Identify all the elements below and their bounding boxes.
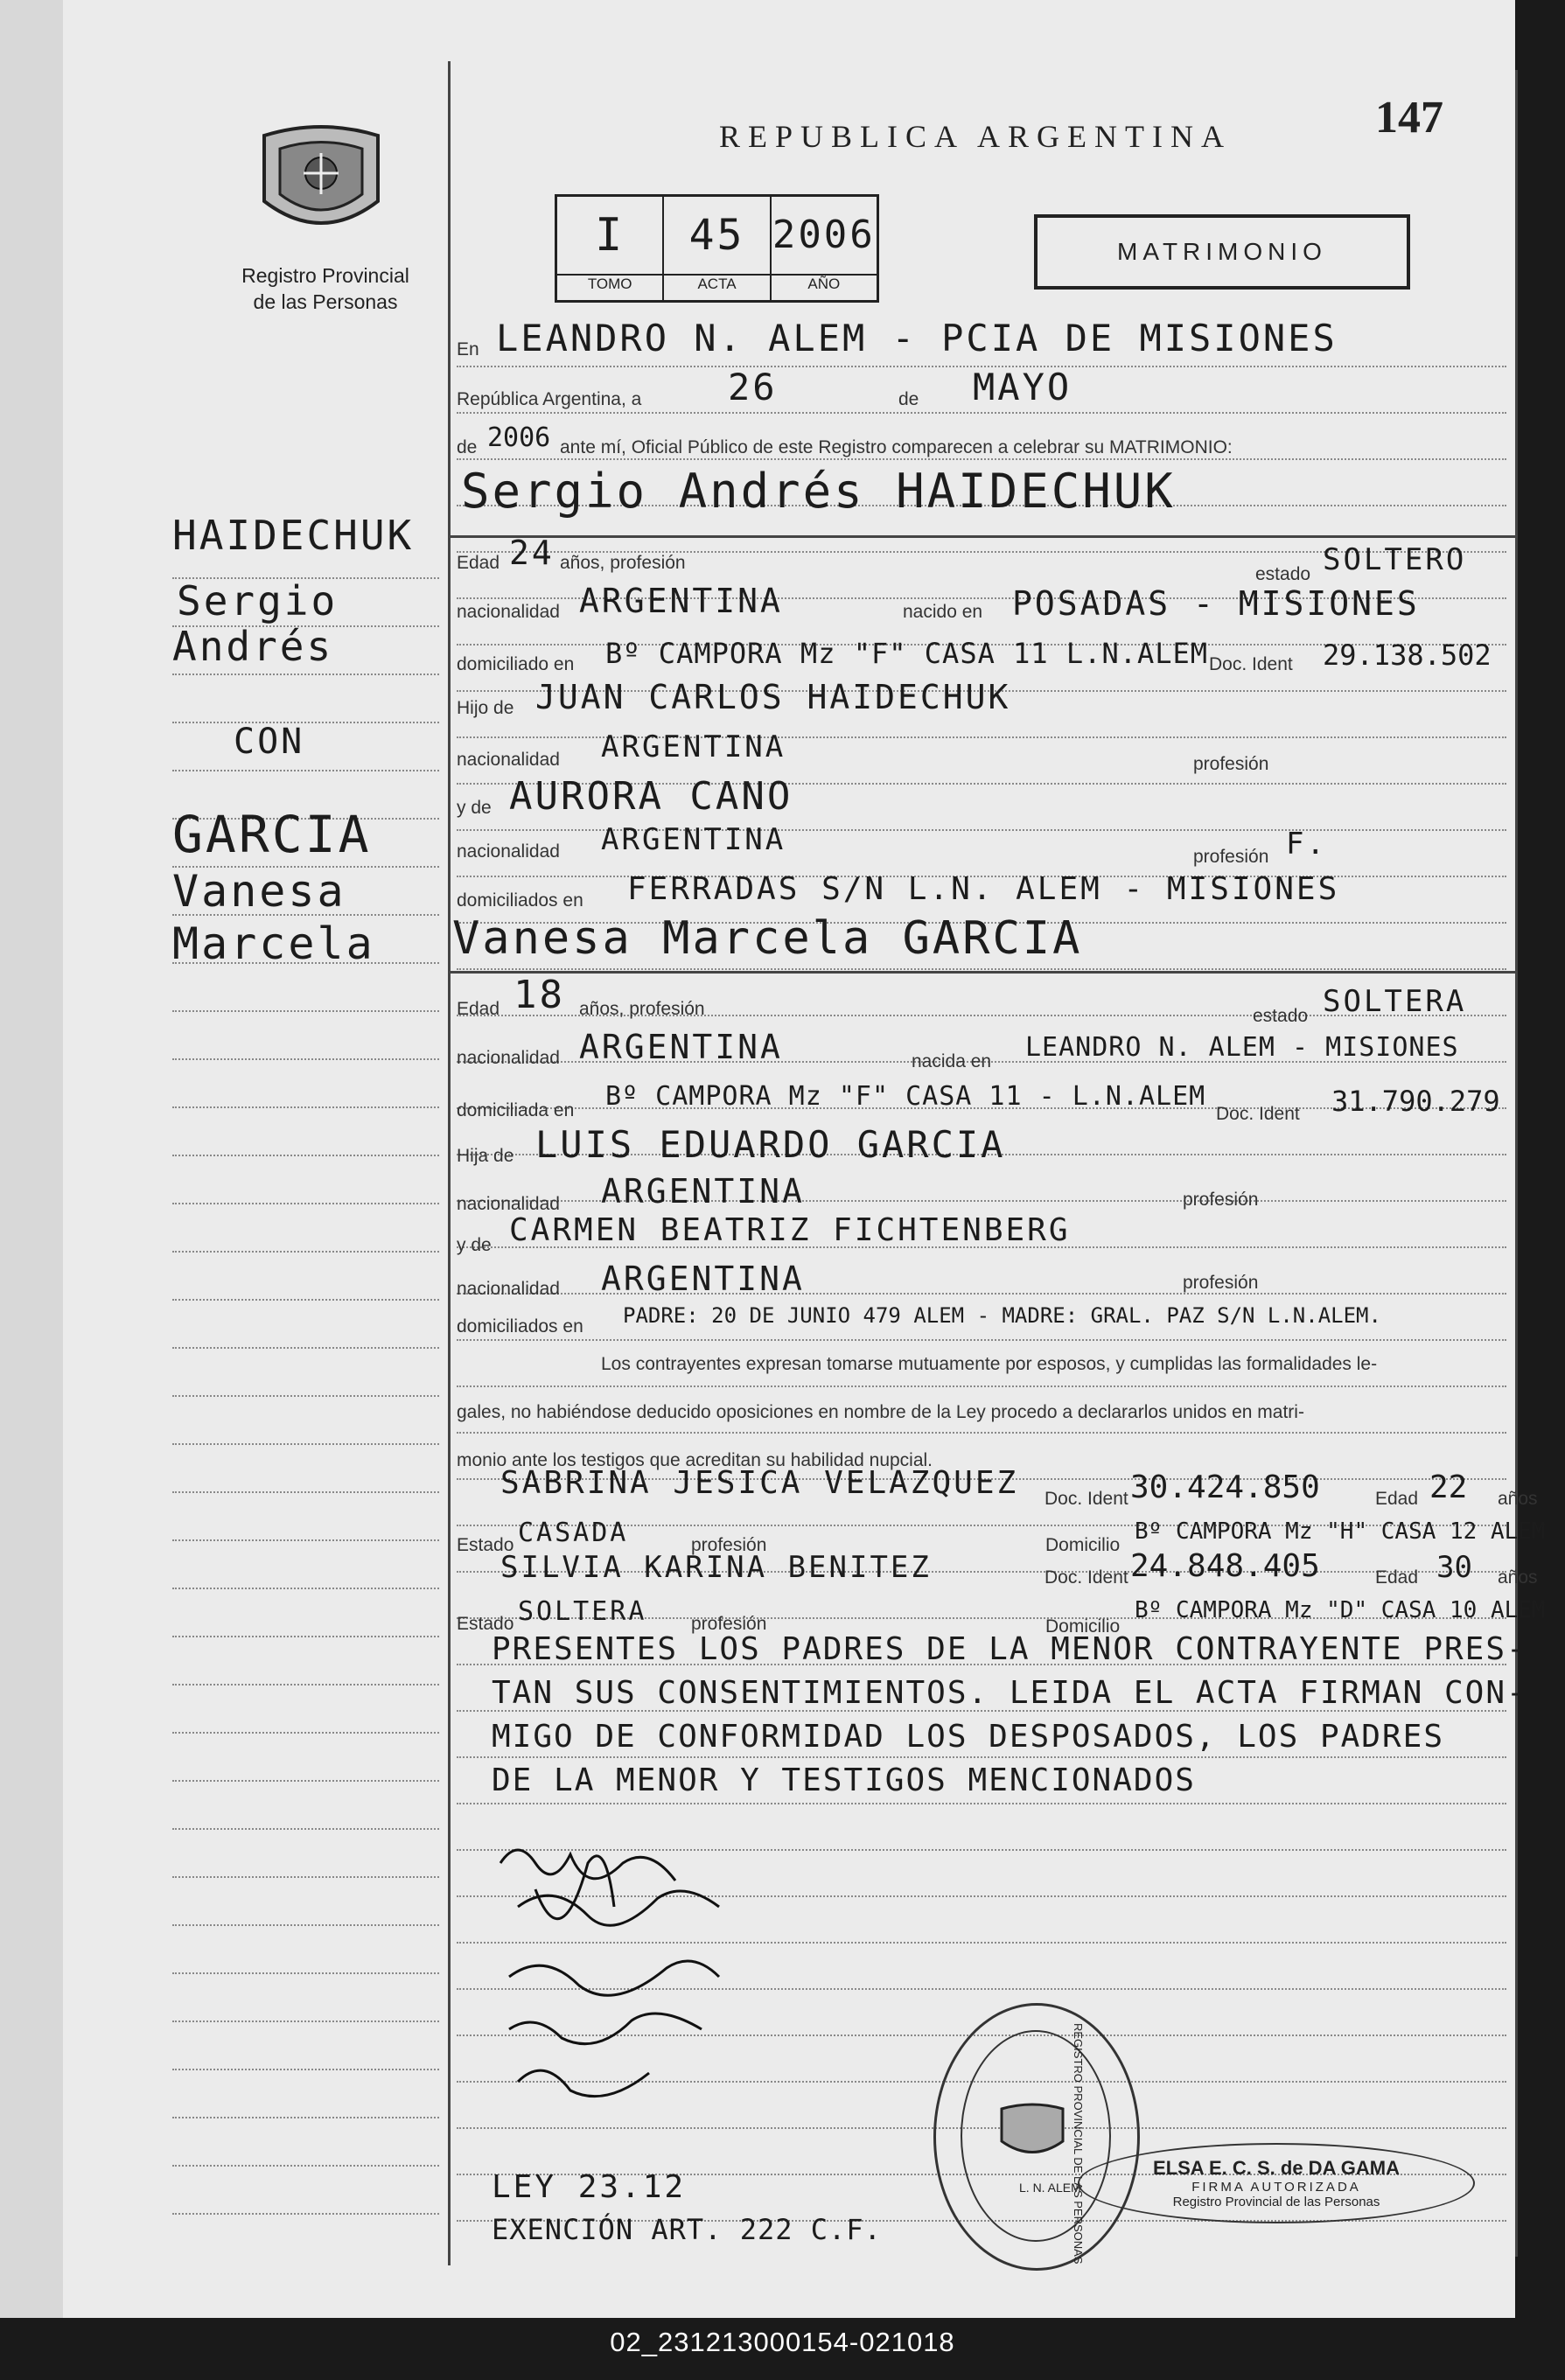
notes-line-4: DE LA MENOR Y TESTIGOS MENCIONADOS xyxy=(492,1762,1196,1798)
witness-1-name: SABRINA JESICA VELAZQUEZ xyxy=(500,1465,1019,1501)
margin-rule xyxy=(172,1203,439,1204)
bride-father-nac: ARGENTINA xyxy=(601,1172,805,1211)
de-label: de xyxy=(898,389,919,409)
bride-edad-label: Edad xyxy=(457,999,500,1019)
groom-edad-label: Edad xyxy=(457,553,500,573)
margin-rule xyxy=(172,2117,439,2118)
witness-1-prof-label: profesión xyxy=(691,1535,767,1555)
witness-2-doc-label: Doc. Ident xyxy=(1044,1567,1128,1588)
anio-label: AÑO xyxy=(807,276,841,292)
witness-2-doc: 24.848.405 xyxy=(1130,1548,1320,1584)
registry-stamp xyxy=(933,2003,1140,2271)
office-name: Registro Provincial de las Personas xyxy=(241,264,409,313)
signatory-name: ELSA E. C. S. de DA GAMA xyxy=(1153,2157,1400,2179)
groom-dom: Bº CAMPORA Mz "F" CASA 11 L.N.ALEM xyxy=(605,637,1209,670)
year-value: 2006 xyxy=(487,422,551,453)
witness-2-estado: SOLTERA xyxy=(518,1596,647,1627)
bride-mother: CARMEN BEATRIZ FICHTENBERG xyxy=(509,1212,1071,1248)
groom-doc-label: Doc. Ident xyxy=(1209,654,1293,674)
witness-1-dom-label: Domicilio xyxy=(1045,1535,1121,1555)
groom-edad: 24 xyxy=(509,534,555,572)
margin-rule xyxy=(172,1876,439,1878)
groom-nac: ARGENTINA xyxy=(579,582,783,620)
witness-1-estado: CASADA xyxy=(518,1518,629,1548)
declaration-line-1: Los contrayentes expresan tomarse mutuamente por esposos, y cumplidas las formalidades le- xyxy=(601,1354,1378,1374)
signatory-role: FIRMA AUTORIZADA xyxy=(1191,2180,1361,2195)
country-title: REPUBLICA ARGENTINA xyxy=(719,119,1233,154)
month-value: MAYO xyxy=(973,366,1072,408)
bride-father-prof-label: profesión xyxy=(1183,1190,1259,1210)
margin-rule xyxy=(172,2165,439,2167)
witness-2-prof-label: profesión xyxy=(691,1614,767,1634)
margin-rule xyxy=(172,2213,439,2215)
witness-1-dom: Bº CAMPORA Mz "H" CASA 12 ALEM xyxy=(1135,1518,1546,1545)
groom-estado-label: estado xyxy=(1255,564,1311,584)
margin-rule xyxy=(172,1443,439,1445)
bride-hija-label: Hija de xyxy=(457,1146,514,1166)
notes-line-2: TAN SUS CONSENTIMIENTOS. LEIDA EL ACTA FIRMAN CON- xyxy=(492,1675,1527,1711)
signatures xyxy=(483,1828,763,2117)
margin-first-name-groom: Sergio xyxy=(177,577,339,625)
groom-anos-label: años, profesión xyxy=(560,553,686,573)
groom-dom-label: domiciliado en xyxy=(457,654,575,674)
witness-2-edad: 30 xyxy=(1436,1550,1472,1585)
margin-rule xyxy=(172,1539,439,1541)
bride-parents-dom-label: domiciliados en xyxy=(457,1316,583,1337)
groom-nacido: POSADAS - MISIONES xyxy=(1012,584,1420,623)
tomo-label: TOMO xyxy=(557,276,664,300)
groom-mother: AURORA CANO xyxy=(509,774,793,819)
bride-nac: ARGENTINA xyxy=(579,1028,783,1066)
witness-2-name: SILVIA KARINA BENITEZ xyxy=(500,1550,932,1585)
margin-rule xyxy=(172,2021,439,2022)
stamp-ring-text: REGISTRO PROVINCIAL DE LAS PERSONAS xyxy=(1072,2023,1085,2265)
bride-father: LUIS EDUARDO GARCIA xyxy=(535,1123,1006,1166)
bride-mother-nac: ARGENTINA xyxy=(601,1260,805,1298)
register-box xyxy=(555,194,879,303)
signatory-office: Registro Provincial de las Personas xyxy=(1172,2195,1380,2209)
margin-rule xyxy=(172,1732,439,1734)
bride-anos-label: años, profesión xyxy=(579,999,705,1019)
year-label: de xyxy=(457,437,478,457)
groom-parents-dom: FERRADAS S/N L.N. ALEM - MISIONES xyxy=(627,871,1340,907)
image-id-footer: 02_231213000154-021018 xyxy=(610,2327,955,2357)
form-rule xyxy=(457,458,1506,460)
margin-rule xyxy=(172,1155,439,1156)
margin-rule xyxy=(172,1924,439,1926)
declaration-line-3: monio ante los testigos que acreditan su habilidad nupcial. xyxy=(457,1450,933,1470)
anio-value: 2006 xyxy=(772,213,876,257)
groom-father-prof-label: profesión xyxy=(1193,754,1269,774)
witness-1-doc: 30.424.850 xyxy=(1130,1469,1320,1505)
facing-page-edge xyxy=(0,0,65,2318)
bride-yde-label: y de xyxy=(457,1235,492,1255)
margin-con: CON xyxy=(234,722,305,762)
witness-2-dom-label: Domicilio xyxy=(1045,1616,1121,1637)
bride-doc-label: Doc. Ident xyxy=(1216,1104,1300,1124)
groom-hijo-label: Hijo de xyxy=(457,698,514,718)
margin-rule xyxy=(172,1347,439,1349)
law-line-2: EXENCIÓN ART. 222 C.F. xyxy=(492,2213,882,2246)
groom-father: JUAN CARLOS HAIDECHUK xyxy=(535,678,1011,716)
bride-mother-prof-label: profesión xyxy=(1183,1273,1259,1293)
margin-rule xyxy=(172,1251,439,1253)
form-rule xyxy=(457,1432,1506,1434)
register-page xyxy=(63,0,1546,2318)
ante-text: ante mí, Oficial Público de este Registro comparecen a celebrar su MATRIMONIO: xyxy=(560,437,1233,457)
groom-doc: 29.138.502 xyxy=(1323,639,1492,672)
margin-second-name-groom: Andrés xyxy=(172,623,334,670)
witness-2-edad-label: Edad xyxy=(1375,1567,1419,1588)
law-line-1: LEY 23.12 xyxy=(492,2169,687,2205)
bride-name: Vanesa Marcela GARCIA xyxy=(452,912,1083,965)
stamp-inner-text: L. N. ALEM xyxy=(1019,2181,1081,2195)
margin-rule xyxy=(172,1299,439,1301)
margin-rule xyxy=(172,674,439,675)
acta-label: ACTA xyxy=(664,276,771,300)
groom-nac-label: nacionalidad xyxy=(457,602,560,622)
bride-mother-nac-label: nacionalidad xyxy=(457,1279,560,1299)
notes-line-1: PRESENTES LOS PADRES DE LA MENOR CONTRAYENTE PRES- xyxy=(492,1631,1527,1667)
groom-estado: SOLTERO xyxy=(1323,542,1467,577)
witness-1-edad: 22 xyxy=(1429,1469,1468,1505)
day-value: 26 xyxy=(728,366,778,408)
column-divider xyxy=(448,61,451,2265)
margin-rule xyxy=(172,722,439,723)
form-rule xyxy=(457,1756,1506,1758)
groom-separator xyxy=(448,535,1515,538)
province-emblem xyxy=(255,122,387,245)
authorized-signature-block xyxy=(1078,2143,1475,2223)
margin-rule xyxy=(172,1010,439,1012)
witness-2-anos-label: años xyxy=(1498,1567,1538,1588)
witness-1-anos-label: años xyxy=(1498,1489,1538,1509)
groom-mother-prof-label: profesión xyxy=(1193,847,1269,867)
margin-rule xyxy=(172,1972,439,1974)
bride-separator xyxy=(448,971,1515,974)
bride-nacido: LEANDRO N. ALEM - MISIONES xyxy=(1025,1032,1459,1063)
bride-parents-dom: PADRE: 20 DE JUNIO 479 ALEM - MADRE: GRAL. PAZ S/N L.N.ALEM. xyxy=(623,1303,1381,1328)
margin-rule xyxy=(172,1491,439,1493)
margin-rule xyxy=(172,1636,439,1637)
form-rule xyxy=(457,1339,1506,1341)
tomo-value: I xyxy=(557,197,664,274)
groom-mother-nac-label: nacionalidad xyxy=(457,841,560,862)
witness-1-edad-label: Edad xyxy=(1375,1489,1419,1509)
groom-father-nac-label: nacionalidad xyxy=(457,750,560,770)
bride-nacido-label: nacida en xyxy=(912,1051,992,1071)
margin-rule xyxy=(172,1106,439,1108)
place-value: LEANDRO N. ALEM - PCIA DE MISIONES xyxy=(496,317,1338,359)
bride-estado: SOLTERA xyxy=(1323,984,1467,1019)
bride-father-nac-label: nacionalidad xyxy=(457,1194,560,1214)
groom-nacido-label: nacido en xyxy=(903,602,983,622)
form-rule xyxy=(457,412,1506,414)
witness-1-estado-label: Estado xyxy=(457,1535,514,1555)
witness-2-dom: Bº CAMPORA Mz "D" CASA 10 ALEM xyxy=(1135,1597,1546,1623)
republica-label: República Argentina, a xyxy=(457,389,642,409)
groom-mother-nac: ARGENTINA xyxy=(601,822,786,857)
margin-surname-bride: GARCIA xyxy=(172,805,372,864)
groom-mother-prof: F. xyxy=(1286,827,1327,862)
bride-estado-label: estado xyxy=(1253,1006,1309,1026)
bride-dom-label: domiciliada en xyxy=(457,1100,575,1120)
groom-name: Sergio Andrés HAIDECHUK xyxy=(461,464,1176,519)
bride-doc: 31.790.279 xyxy=(1331,1085,1500,1118)
document-type: MATRIMONIO xyxy=(1117,238,1327,265)
notes-line-3: MIGO DE CONFORMIDAD LOS DESPOSADOS, LOS PADRES xyxy=(492,1719,1444,1755)
margin-surname-groom: HAIDECHUK xyxy=(172,512,415,559)
margin-rule xyxy=(172,1058,439,1060)
margin-second-name-bride: Marcela xyxy=(172,918,375,969)
bride-nac-label: nacionalidad xyxy=(457,1048,560,1068)
witness-1-doc-label: Doc. Ident xyxy=(1044,1489,1128,1509)
right-border xyxy=(1515,70,1518,2257)
form-rule xyxy=(457,1385,1506,1387)
declaration-line-2: gales, no habiéndose deducido oposiciones en nombre de la Ley procedo a declararlos unidos en matri- xyxy=(457,1402,1304,1422)
page-number: 147 xyxy=(1375,93,1443,143)
groom-father-nac: ARGENTINA xyxy=(601,729,786,764)
margin-rule xyxy=(172,1828,439,1830)
groom-parents-dom-label: domiciliados en xyxy=(457,890,583,911)
form-rule xyxy=(457,968,1506,970)
bride-edad: 18 xyxy=(514,973,565,1017)
form-rule xyxy=(457,1803,1506,1804)
document-type-box xyxy=(1034,214,1410,290)
acta-value: 45 xyxy=(664,197,771,274)
bride-dom: Bº CAMPORA Mz "F" CASA 11 - L.N.ALEM xyxy=(605,1081,1206,1112)
margin-rule xyxy=(172,1684,439,1686)
witness-2-estado-label: Estado xyxy=(457,1614,514,1634)
en-label: En xyxy=(457,339,479,359)
margin-rule xyxy=(172,1395,439,1397)
groom-yde-label: y de xyxy=(457,798,492,818)
stamp-emblem xyxy=(997,2102,1067,2163)
margin-rule xyxy=(172,2069,439,2070)
margin-rule xyxy=(172,1588,439,1589)
margin-rule xyxy=(172,1780,439,1782)
margin-first-name-bride: Vanesa xyxy=(172,866,346,917)
margin-rule xyxy=(172,770,439,771)
